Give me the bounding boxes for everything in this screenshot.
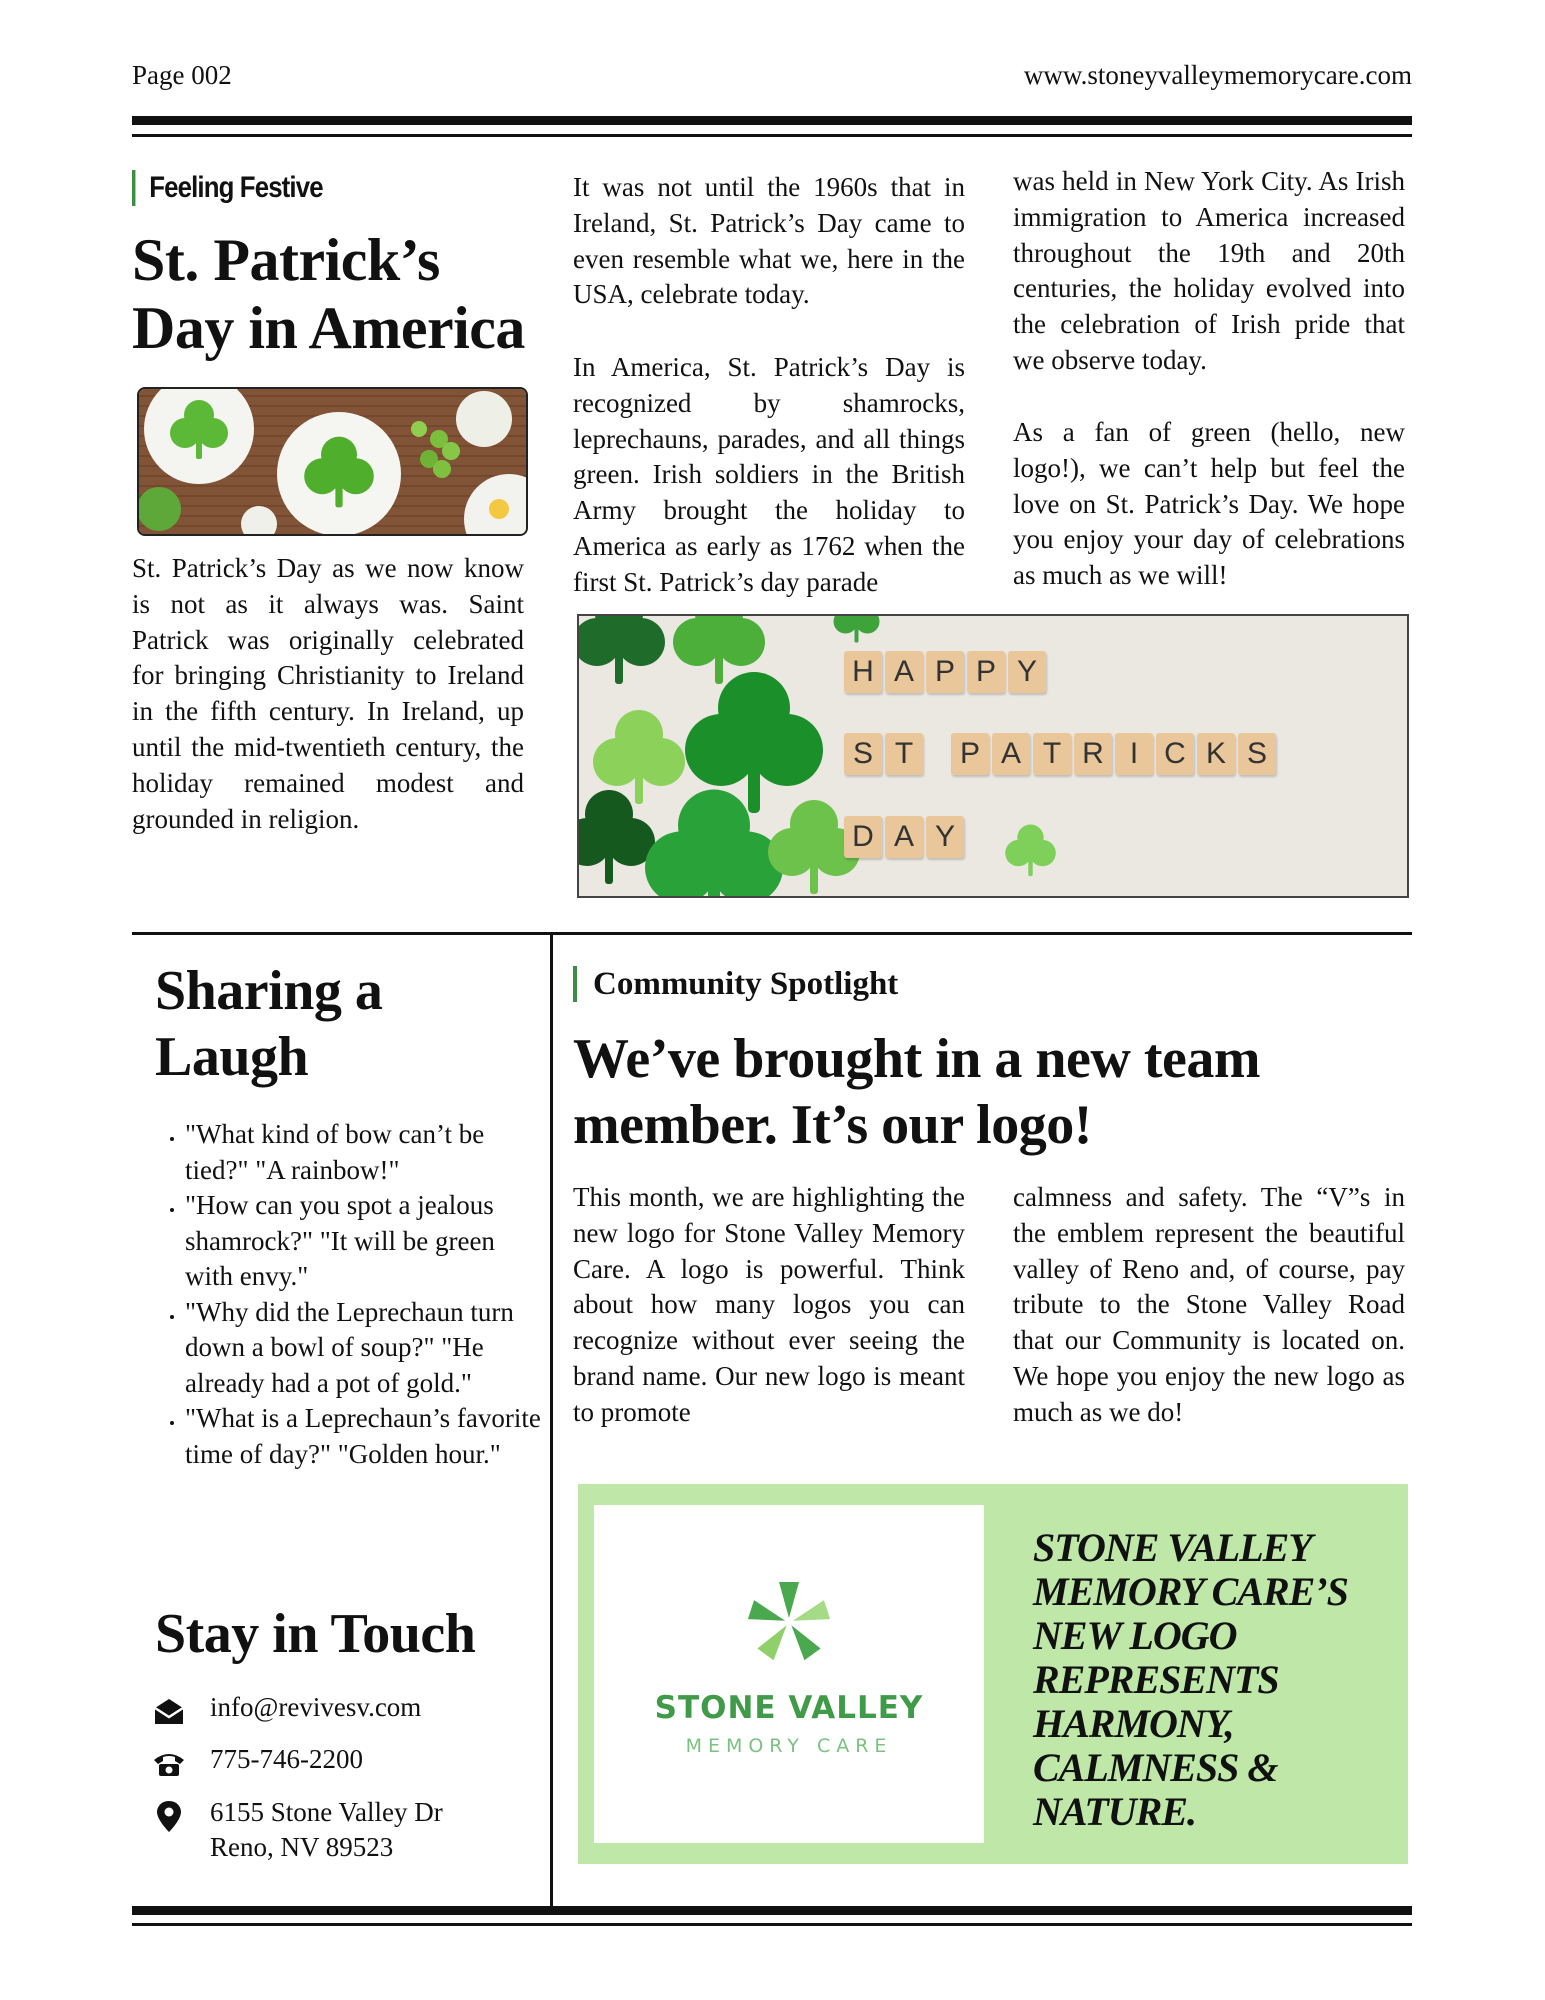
phone-icon xyxy=(152,1746,186,1780)
footer-rule-thin xyxy=(132,1923,1412,1926)
logo-feature-box xyxy=(578,1484,1408,1864)
happy-st-patricks-tiles-photo xyxy=(577,614,1409,898)
header-rule-thick xyxy=(132,116,1412,125)
list-item: • "Why did the Leprechaun turn down a bowl of soup?" "He already had a pot of gold." xyxy=(185,1295,545,1402)
footer-rule-thick xyxy=(132,1906,1412,1915)
contact-email-row xyxy=(152,1690,421,1728)
letter-tile: D xyxy=(844,816,882,858)
letter-tile: S xyxy=(1238,733,1276,775)
contact-address-row xyxy=(152,1795,443,1865)
contact-address xyxy=(210,1795,443,1865)
article-title xyxy=(132,226,525,363)
list-item: • "What is a Leprechaun’s favorite time of day?" "Golden hour." xyxy=(185,1401,545,1472)
logo-wordmark: STONE VALLEY xyxy=(654,1690,924,1726)
letter-tile: P xyxy=(967,651,1005,693)
contact-phone[interactable]: 775-746-2200 xyxy=(210,1744,363,1774)
spotlight-kicker: Community Spotlight xyxy=(573,966,898,1002)
article-col3-para2: As a fan of green (hello, new logo!), we can’t help but feel the love on St. Patrick’s Day. We hope you enjoy your day of celebrations as much as we will! xyxy=(1013,417,1405,591)
letter-tile: A xyxy=(992,733,1030,775)
address-line2: Reno, NV 89523 xyxy=(210,1832,394,1862)
spotlight-title xyxy=(573,1027,1260,1158)
laugh-title-line1: Sharing a xyxy=(155,960,383,1022)
logo-subtitle: MEMORY CARE xyxy=(685,1735,893,1757)
letter-tile: R xyxy=(1074,733,1112,775)
section-kicker: Feeling Festive xyxy=(132,170,323,206)
list-item: • "What kind of bow can’t be tied?" "A rainbow!" xyxy=(185,1117,545,1188)
article-title-line2: Day in America xyxy=(132,295,525,362)
spotlight-title-line1: We’ve brought in a new team xyxy=(573,1028,1260,1090)
contact-email[interactable]: info@revivesv.com xyxy=(210,1692,422,1722)
letter-tile: T xyxy=(1033,733,1071,775)
shamrock-cookies-illustration xyxy=(139,389,526,534)
letter-tile: P xyxy=(951,733,989,775)
spotlight-title-line2: member. It’s our logo! xyxy=(573,1093,1092,1156)
article-col2-para1: It was not until the 1960s that in Ireland, St. Patrick’s Day came to even resemble what we, here in the USA, celebrate today. xyxy=(573,172,965,310)
column-divider xyxy=(550,932,553,1907)
contact-title: Stay in Touch xyxy=(155,1603,476,1665)
letter-tile: H xyxy=(844,651,882,693)
contact-phone-row xyxy=(152,1742,363,1780)
letter-tile: A xyxy=(885,651,923,693)
letter-tile: P xyxy=(926,651,964,693)
envelope-icon xyxy=(152,1694,186,1728)
letter-tile: K xyxy=(1197,733,1235,775)
header-rule-thin xyxy=(132,134,1412,137)
website-url[interactable]: www.stoneyvalleymemorycare.com xyxy=(1023,60,1412,90)
article-col2-para2: In America, St. Patrick’s Day is recognized by shamrocks, leprechauns, parades, and all things green. Irish soldiers in the British Army brought the holiday to America as early as 1762 when the first St. Patrick’s day parade xyxy=(573,352,965,597)
article-title-line1: St. Patrick’s xyxy=(132,227,440,293)
page-number: Page 002 xyxy=(132,60,232,90)
letter-tile: Y xyxy=(1008,651,1046,693)
logo-card xyxy=(594,1505,984,1843)
shamrock-cookies-photo xyxy=(137,387,528,536)
section-divider xyxy=(132,932,1412,935)
map-pin-icon xyxy=(152,1799,186,1833)
article-col3-para1: was held in New York City. As Irish immigration to America increased throughout the 19th and 20th centuries, the holiday evolved into the celebration of Irish pride that we observe today. xyxy=(1013,166,1405,375)
laugh-title-line2: Laugh xyxy=(155,1026,309,1089)
letter-tile: C xyxy=(1156,733,1194,775)
logo-tagline: STONE VALLEY MEMORY CARE’S NEW LOGO REPRESENTS HARMONY, CALMNESS & NATURE. xyxy=(1033,1525,1348,1834)
letter-tile: Y xyxy=(926,816,964,858)
address-line1: 6155 Stone Valley Dr xyxy=(210,1797,443,1827)
spotlight-col1-text: This month, we are highlighting the new logo for Stone Valley Memory Care. A logo is powerful. Think about how many logos you can recognize without ever seeing the brand name. Our new logo is meant to promote xyxy=(573,1182,965,1427)
letter-tile: A xyxy=(885,816,923,858)
laugh-title xyxy=(155,958,382,1090)
spotlight-col2-text: calmness and safety. The “V”s in the emblem represent the beautiful valley of Reno and, of course, pay tribute to the Stone Valley Road that our Community is located on. We hope you enjoy the new logo as much as we do! xyxy=(1013,1182,1405,1427)
jokes-list xyxy=(155,1117,545,1472)
letter-tile: I xyxy=(1115,733,1153,775)
logo-emblem-icon xyxy=(744,1577,834,1667)
letter-tile: T xyxy=(885,733,923,775)
letter-tile: S xyxy=(844,733,882,775)
article-col1-text: St. Patrick’s Day as we now know is not as it always was. Saint Patrick was originally celebrated for bringing Christianity to Ireland in the fifth century. In Ireland, up until the mid-twentieth century, the holiday remained modest and grounded in religion. xyxy=(132,553,524,834)
list-item: • "How can you spot a jealous shamrock?" "It will be green with envy." xyxy=(185,1188,545,1295)
